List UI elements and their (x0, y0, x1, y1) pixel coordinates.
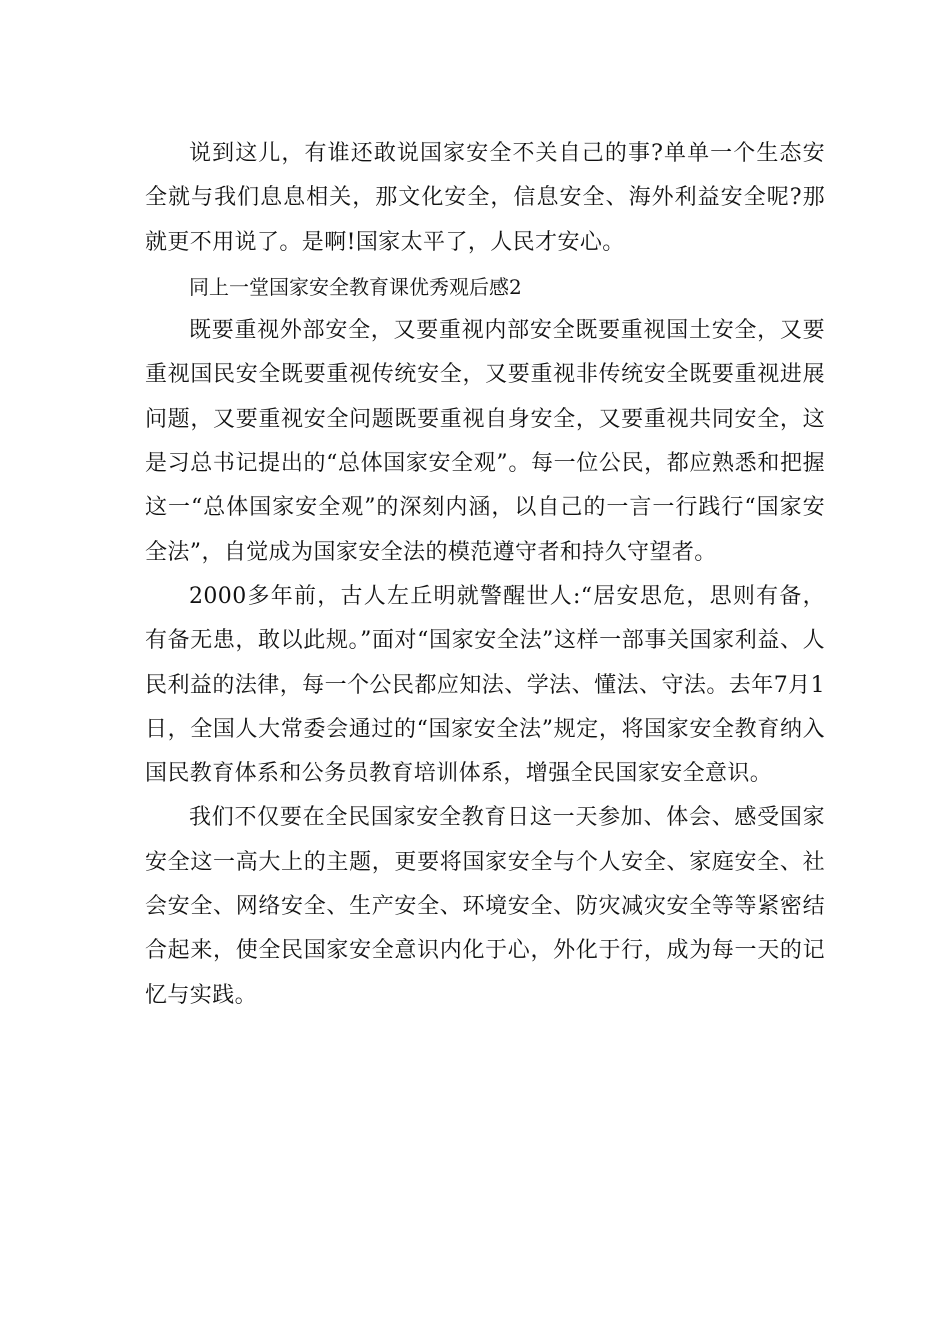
paragraph-conclusion: 我们不仅要在全民国家安全教育日这一天参加、体会、感受国家安全这一高大上的主题，更要将国家安全与个人安全、家庭安全、社会安全、网络安全、生产安全、环境安全、防灾减灾安全等等紧密结合起来，使全民国家安全意识内化于心，外化于行，成为每一天的记忆与实践。 (145, 805, 825, 1008)
paragraph-history: 2000多年前，古人左丘明就警醒世人:“居安思危，思则有备，有备无患，敢以此规。”面对“国家安全法”这样一部事关国家利益、人民利益的法律，每一个公民都应知法、学法、懂法、守法。去年7月1日，全国人大常委会通过的“国家安全法”规定，将国家安全教育纳入国民教育体系和公务员教育培训体系，增强全民国家安全意识。 (145, 583, 825, 787)
section-heading: 同上一堂国家安全教育课优秀观后感2 (189, 274, 522, 299)
paragraph-security-view: 既要重视外部安全，又要重视内部安全既要重视国土安全，又要重视国民安全既要重视传统安全，又要重视非传统安全既要重视进展问题，又要重视安全问题既要重视自身安全，又要重视共同安全，这是习总书记提出的“总体国家安全观”。每一位公民，都应熟悉和把握这一“总体国家安全观”的深刻内涵，以自己的一言一行践行“国家安全法”，自觉成为国家安全法的模范遵守者和持久守望者。 (145, 318, 825, 565)
paragraph-intro: 说到这儿，有谁还敢说国家安全不关自己的事?单单一个生态安全就与我们息息相关，那文化安全，信息安全、海外利益安全呢?那就更不用说了。是啊!国家太平了，人民才安心。 (145, 141, 825, 255)
document-page (145, 132, 825, 1018)
